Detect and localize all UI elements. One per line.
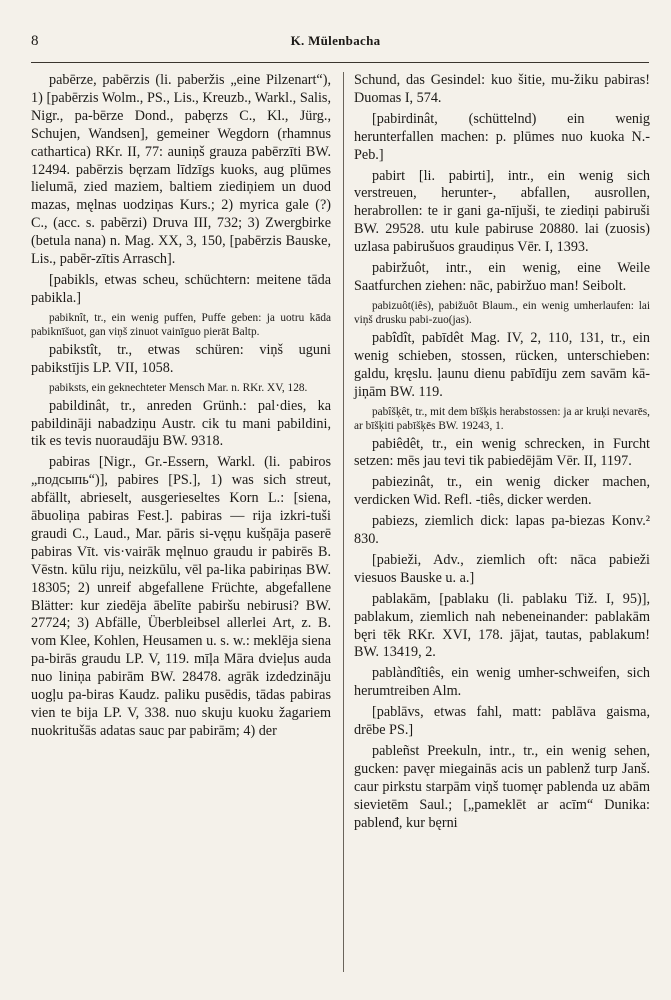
dictionary-entry: pabikstît, tr., etwas schüren: viņš uguni pabikstījis LP. VII, 1058. — [31, 341, 331, 376]
dictionary-entry: pablakām, [pablaku (li. pablaku Tiž. I, 95)], pablakum, ziemlich nah nebeneinander: pablakām bęri tēk RKr. XVI, 178. jājat, tautas, pablakum! BW. 13419, 2. — [354, 590, 650, 661]
dictionary-entry: pablàndîtiês, ein wenig umher-schweifen, sich herumtreiben Alm. — [354, 665, 650, 700]
dictionary-entry: [pablāvs, etwas fahl, matt: pablāva gaisma, drēbe PS.] — [354, 704, 650, 739]
dictionary-entry-continued: Schund, das Gesindel: kuo šitie, mu-žiku pabiras! Duomas I, 574. — [354, 72, 650, 106]
dictionary-entry: [pabieži, Adv., ziemlich oft: nāca pabieži viesuos Bauske u. a.] — [354, 551, 650, 586]
dictionary-entry: pableñst Preekuln, intr., tr., ein wenig sehen, gucken: pavęr miegainās acis un pablenž turp Janš. caur pirkstu starpām viņš tuomęr pablenda uz abām sievietēm Saul.; [„pameklēt ar acīm“ Dunika: pablenđ, kur bęrni — [354, 743, 650, 831]
dictionary-entry: pabiržuôt, intr., ein wenig, eine Weile Saatfurchen ziehen: nāc, pabiržuo man! Seibolt. — [354, 260, 650, 294]
dictionary-entry: pabiezinât, tr., ein wenig dicker machen, verdicken Wid. Refl. -tiês, dicker werden. — [354, 474, 650, 509]
page-number: 8 — [31, 33, 39, 49]
dictionary-entry: pabērze, pabērzis (li. paberžis „eine Pilzenart“), 1) [pabērzis Wolm., PS., Lis., Kreuzb., Warkl., Salis, Nigr., pa-bērze Dond., pabęrzs C., Kl., Jürg., Schujen, Wandsen], gemeiner Wegdorn (rhamnus cathartica) RKr. II, 77: auniņš grauza pabērzīti BW. 12494. pabērzis bęrzam līdzīgs kuoks, aug plūmes lielumā, zied maziem, baltiem ziediņiem un duod mazas, męlnas uodziņas Kurs.; 2) myrica gale (?) C., (acc. s. pabērzi) Druva III, 732; 3) Zwergbirke (betula nana) n. Mag. XX, 3, 150, [pabērzis Bauske, Lis., pabēr-zītis Arrasch]. — [31, 72, 331, 268]
dictionary-entry: pabiezs, ziemlich dick: lapas pa-biezas Konv.² 830. — [354, 513, 650, 548]
dictionary-entry: pabirt [li. pabirti], intr., ein wenig sich verstreuen, herunter-, abfallen, ausrollen, herabrollen: te ir gani ga-nījuši, te ziediņi pabiruši BW. 29528. utu kule pabiruse 20880. lai (zuosis) uzlasa pabirušuos graudiņus Vēr. I, 1393. — [354, 167, 650, 256]
column-divider — [343, 72, 344, 972]
left-column — [31, 72, 331, 744]
dictionary-entry: pabîšķêt, tr., mit dem bīšķis herabstossen: ja ar kruķi nevarēs, ar bīšķiti pabīšķēs BW. 19243, 1. — [354, 405, 650, 432]
dictionary-entry: [pabirdinât, (schüttelnd) ein wenig herunterfallen machen: p. plūmes nuo kuoka N.-Peb.] — [354, 110, 650, 163]
right-column — [354, 72, 650, 836]
dictionary-entry: pabiêdêt, tr., ein wenig schrecken, in Furcht setzen: mēs jau tevi tik pabiedējām Vēr. II, 1197. — [354, 435, 650, 470]
dictionary-entry: pabîdît, pabīdêt Mag. IV, 2, 110, 131, tr., ein wenig schieben, stossen, rücken, unterschieben: galdu, kręslu. ļaunu dienu pabīdīju zem savām kā-jiņām BW. 119. — [354, 329, 650, 400]
dictionary-entry: [pabikls, etwas scheu, schüchtern: meitene tāda pabikla.] — [31, 271, 331, 306]
running-head: K. Mülenbacha — [290, 33, 381, 48]
dictionary-entry: pabiras [Nigr., Gr.-Essern, Warkl. (li. pabiros „подсыпь“)], pabires [PS.], 1) was sich streut, abfällt, abrieselt, ausgerieseltes Korn L.: [siena, ābuoliņa pabiras Fest.]. pabiras — rija izkri-tuši graudi C., Laud., Mar. pāris si-vęņu kušņāja paserē pabiras Vīt. vis·vairāk męlnuo graudu ir pabirēs B. Vēstn. kūlu riju, neizkūlu, vēl pa-lika pabiriņas BW. 18305; 2) unreif abgefallene Früchte, abgefallene Blätter: kur ziedēja ābelīte pabiršu nebirusi? BW. 27724; 3) Abfälle, Überbleibsel allerlei Art, z. B. vom Klee, Kohlen, Heusamen u. s. w.: meklēja siena pa-birās graudu LP. V, 119. mīļa Māra dvieļus auda nuo liniņa pabirām BW. 28478. agrāk izdedzināju uogļu pa-biras Kaudz. paliku pusēdis, tādas pabiras vien te bija LP. V, 338. nuo skuju kuoku žagariem nuokritušās adatas sauc par pabirām; 4) der — [31, 454, 331, 739]
dictionary-entry: pabiknît, tr., ein wenig puffen, Puffe geben: ja uotru kāda pabiknīšuot, gan viņš zinuot vainīguo pierāt Baltp. — [31, 311, 331, 338]
header-rule — [31, 62, 649, 63]
dictionary-entry: pabildinât, tr., anreden Grünh.: pal·dies, ka pabildināji nabadziņu Austr. cik tu mani pabildini, tik es tevis nuoraudāju BW. 9318. — [31, 397, 331, 450]
dictionary-entry: pabiksts, ein geknechteter Mensch Mar. n. RKr. XV, 128. — [49, 381, 308, 394]
dictionary-entry: pabizuôt(iês), pabižuôt Blaum., ein wenig umherlaufen: lai viņš drusku pabi-zuo(jas). — [354, 299, 650, 326]
